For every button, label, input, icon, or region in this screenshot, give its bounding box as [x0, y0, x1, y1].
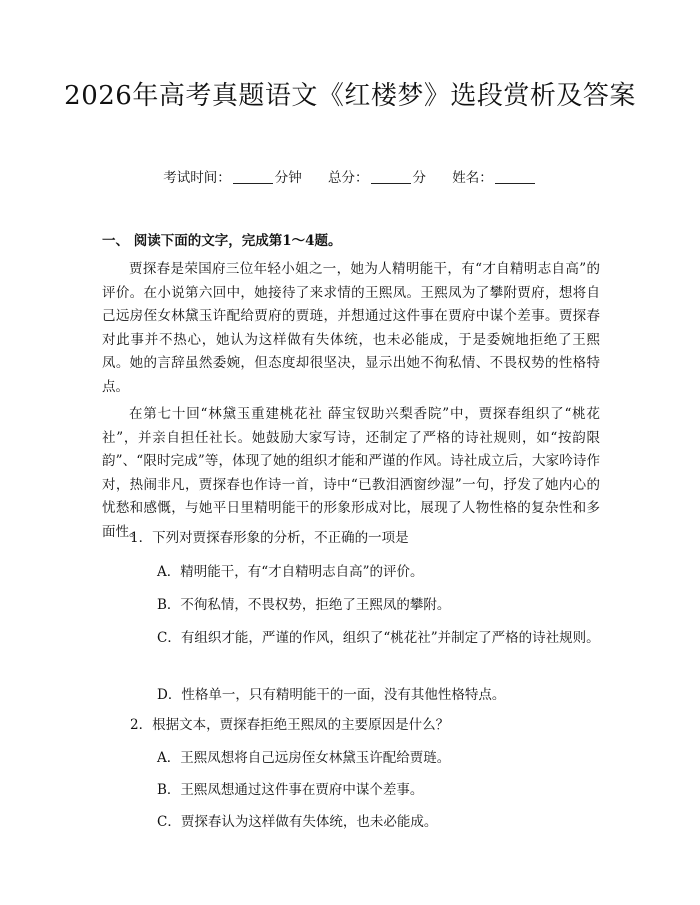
question-1-option-d[interactable]: D．性格单一，只有精明能干的一面，没有其他性格特点。: [157, 687, 506, 703]
question-2-stem: 2．根据文本，贾探春拒绝王熙凤的主要原因是什么？: [130, 717, 450, 733]
question-1-option-b[interactable]: B．不徇私情，不畏权势，拒绝了王熙凤的攀附。: [157, 597, 451, 613]
question-2-option-c[interactable]: C．贾探春认为这样做有失体统，也未必能成。: [157, 814, 438, 830]
question-2-option-a[interactable]: A．王熙凤想将自己远房侄女林黛玉许配给贾琏。: [157, 750, 451, 766]
passage-text: 在第七十回“林黛玉重建桃花社 薛宝钗助兴梨香院”中，贾探春组织了“桃花社”，并亲自担任社长。她鼓励大家写诗，还制定了严格的诗社规则，如“按韵限韵”、“限时完成”等，体现了她的组织才能和严谨的作风。诗社成立后，大家吟诗作对，热闹非凡，贾探春也作诗一首，诗中“已教泪洒窗纱湿”一句，抒发了她内心的忧愁和感慨，与她平日里精明能干的形象形成对比，展现了人物性格的复杂性和多面性。: [102, 406, 600, 540]
section-heading: 一、 阅读下面的文字，完成第1～4题。: [102, 233, 342, 249]
question-1-option-a[interactable]: A．精明能干，有“才自精明志自高”的评价。: [157, 564, 424, 580]
exam-time-unit: 分钟: [274, 170, 302, 186]
exam-info-line: [0, 168, 700, 188]
question-1-stem: 1．下列对贾探春形象的分析，不正确的一项是: [130, 530, 409, 546]
exam-time-label: 考试时间：: [163, 170, 231, 186]
student-name-blank[interactable]: [495, 169, 535, 184]
exam-time-blank[interactable]: [233, 169, 273, 184]
question-1-option-c[interactable]: C．有组织才能，严谨的作风，组织了“桃花社”并制定了严格的诗社规则。: [157, 630, 600, 646]
student-name-label: 姓名：: [452, 170, 493, 186]
total-score-label: 总分：: [328, 170, 369, 186]
page-title: 2026年高考真题语文《红楼梦》选段赏析及答案: [64, 81, 636, 111]
total-score-unit: 分: [412, 170, 426, 186]
passage-text: 贾探春是荣国府三位年轻小姐之一，她为人精明能干，有“才自精明志自高”的评价。在小说第六回中，她接待了来求情的王熙凤。王熙凤为了攀附贾府，想将自己远房侄女林黛玉许配给贾府的贾琏，并想通过这件事在贾府中谋个差事。贾探春对此事并不热心，她认为这样做有失体统，也未必能成，于是委婉地拒绝了王熙凤。她的言辞虽然委婉，但态度却很坚决，显示出她不徇私情、不畏权势的性格特点。: [102, 261, 600, 395]
total-score-blank[interactable]: [371, 169, 411, 184]
question-2-option-b[interactable]: B．王熙凤想通过这件事在贾府中谋个差事。: [157, 782, 424, 798]
passage-paragraph-2: [102, 403, 600, 544]
passage-paragraph-1: [102, 258, 600, 399]
